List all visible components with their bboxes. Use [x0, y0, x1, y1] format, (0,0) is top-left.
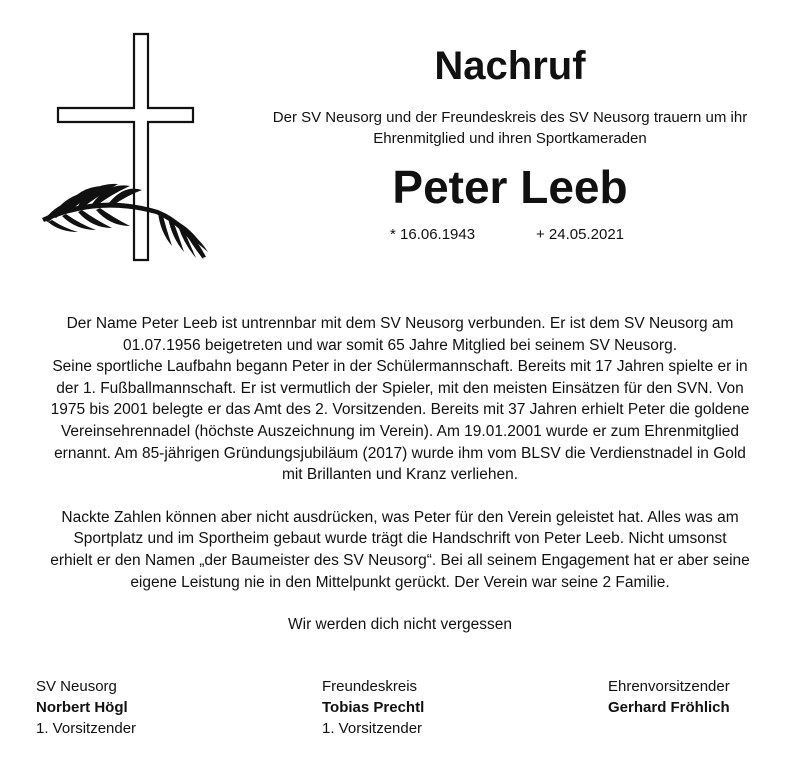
text-line: 01.07.1956 beigetreten und war somit 65 Jahre Mitglied bei seinem SV Neusorg.	[122, 336, 678, 354]
text-line: Vereinsehrennadel (höchste Auszeichnung im Verein). Am 19.01.2001 wurde er zum Ehrenmitglied	[60, 422, 740, 440]
life-dates	[390, 226, 624, 243]
signature-role: 1. Vorsitzender	[322, 720, 423, 737]
paragraph-2	[20, 507, 780, 593]
header	[240, 40, 780, 215]
text-line: eigene Leistung nie in den Mittelpunkt gerückt. Der Verein war seine 2 Familie.	[130, 573, 670, 591]
intro-line: Ehrenmitglied und ihren Sportkameraden	[373, 130, 647, 147]
page-title: Nachruf	[434, 44, 586, 88]
palm-branch-icon	[42, 184, 208, 260]
obituary-body	[20, 313, 780, 636]
signature-ehrenvorsitzender	[608, 676, 730, 718]
text-line: Nackte Zahlen können aber nicht ausdrücken, was Peter für den Verein geleistet hat. Alles was am	[61, 508, 739, 526]
intro-line: Der SV Neusorg und der Freundeskreis des SV Neusorg trauern um ihr	[272, 109, 748, 126]
birth-date: * 16.06.1943	[390, 226, 476, 243]
death-date: + 24.05.2021	[536, 226, 625, 243]
text-line: mit Brillanten und Kranz verliehen.	[281, 466, 519, 484]
closing-line: Wir werden dich nicht vergessen	[288, 616, 512, 634]
signature-org: Ehrenvorsitzender	[608, 678, 730, 695]
signature-org: Freundeskreis	[322, 678, 418, 695]
text-line: Der Name Peter Leeb ist untrennbar mit dem SV Neusorg verbunden. Er ist dem SV Neusorg am	[66, 315, 734, 332]
signature-sv-neusorg	[36, 676, 136, 739]
text-line: der 1. Fußballmannschaft. Er ist vermutlich der Spieler, mit den meisten Einsätzen für den SVN. Von	[56, 379, 744, 397]
signature-org: SV Neusorg	[36, 678, 117, 695]
paragraph-1	[20, 313, 780, 486]
text-line: erhielt er den Namen „der Baumeister des SV Neusorg“. Bei all seinem Engagement hat er aber seine	[50, 551, 750, 569]
signature-freundeskreis	[322, 676, 424, 739]
cross-icon	[38, 32, 213, 267]
signature-role: 1. Vorsitzender	[36, 720, 137, 737]
text-line: 1975 bis 2001 belegte er das Amt des 2. Vorsitzenden. Bereits mit 37 Jahren erhielt Peter die goldene	[50, 401, 750, 419]
deceased-name: Peter Leeb	[392, 161, 628, 213]
intro-text	[240, 107, 780, 149]
text-line: Seine sportliche Laufbahn begann Peter in der Schülermannschaft. Bereits mit 17 Jahren spielte er in	[52, 358, 748, 376]
text-line: ernannt. Am 85-jährigen Gründungsjubiläum (2017) wurde ihm vom BLSV die Verdienstnadel in Gold	[54, 444, 746, 462]
signature-name: Tobias Prechtl	[322, 699, 425, 716]
signature-name: Norbert Högl	[36, 699, 128, 716]
text-line: Sportplatz und im Sportheim gebaut wurde trägt die Handschrift von Peter Leeb. Nicht umsonst	[73, 530, 727, 548]
signature-name: Gerhard Fröhlich	[608, 699, 730, 716]
